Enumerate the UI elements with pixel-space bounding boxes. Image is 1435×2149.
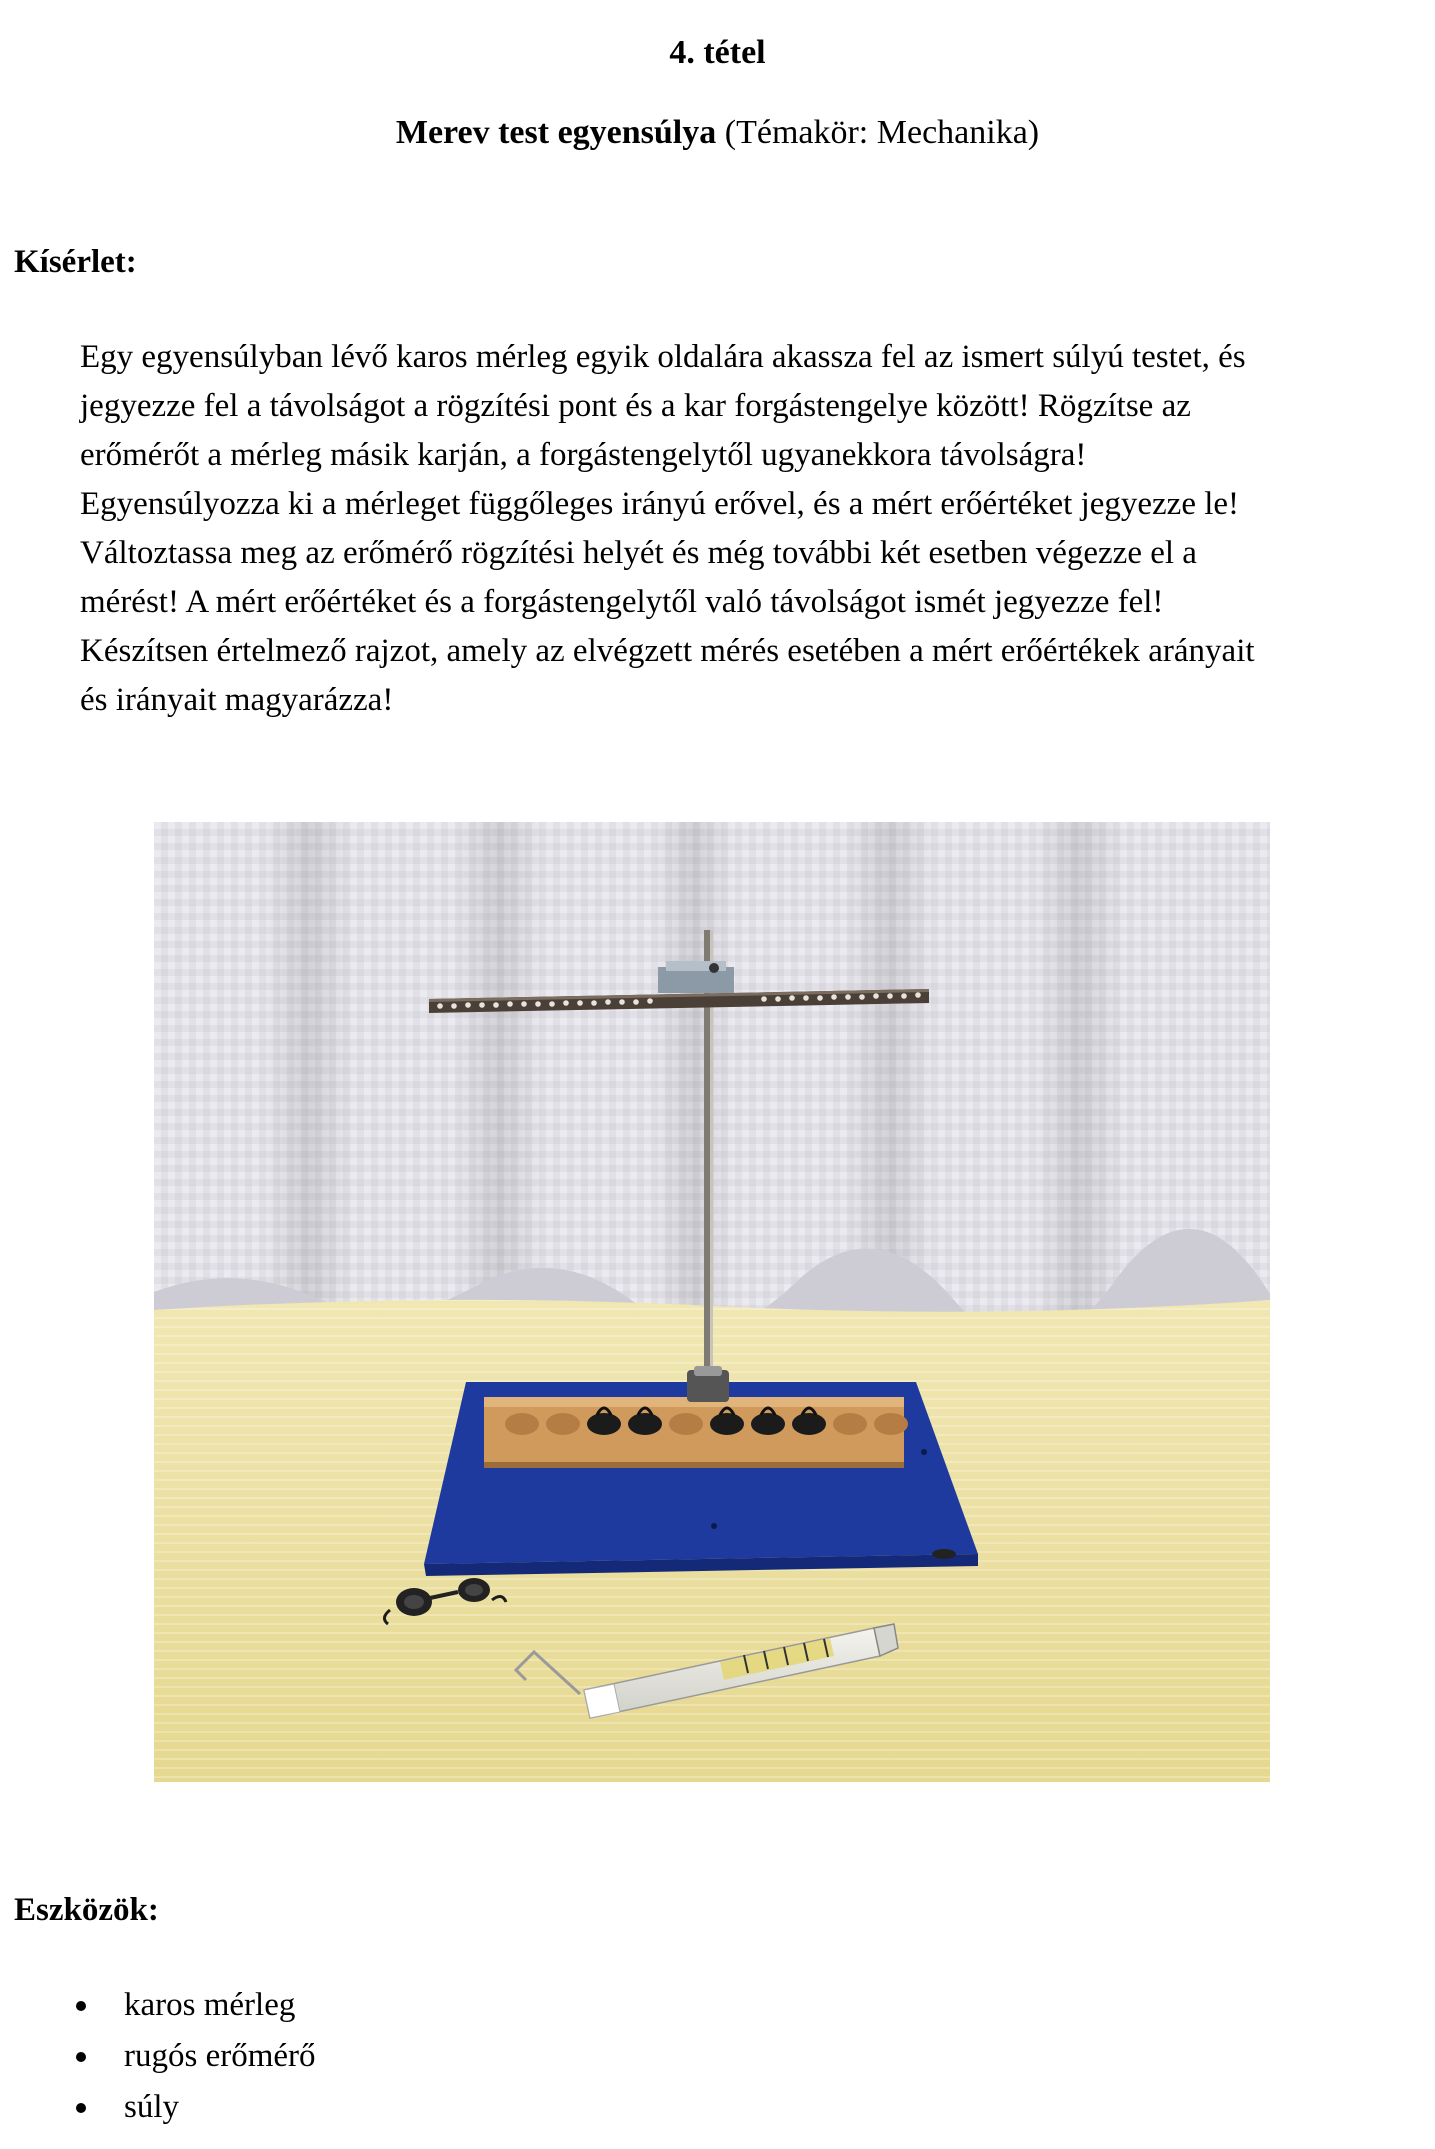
topic-category: (Témakör: Mechanika): [716, 114, 1040, 151]
experiment-line: és irányait magyarázza!: [80, 682, 394, 718]
experiment-line: erőmérőt a mérleg másik karján, a forgástengelytől ugyanekkora távolságra!: [80, 437, 1087, 473]
equipment-list: [0, 1980, 316, 2133]
page-title: 4. tétel: [669, 34, 766, 71]
experiment-line: mérést! A mért erőértéket és a forgástengelytől való távolságot ismét jegyezze fel!: [80, 584, 1164, 620]
list-item: súly: [0, 2082, 316, 2133]
lever-balance-photo: [154, 822, 1270, 1782]
experiment-line: Egyensúlyozza ki a mérleget függőleges irányú erővel, és a mért erőértéket jegyezze le!: [80, 486, 1240, 522]
equipment-heading: Eszközök:: [14, 1892, 159, 1928]
topic-subtitle: [0, 114, 1435, 152]
list-item: rugós erőmérő: [0, 2031, 316, 2082]
experiment-line: Készítsen értelmező rajzot, amely az elvégzett mérés esetében a mért erőértékek arányait: [80, 633, 1255, 669]
topic-title: Merev test egyensúlya: [395, 114, 717, 151]
experiment-line: jegyezze fel a távolságot a rögzítési pont és a kar forgástengelye között! Rögzítse az: [80, 388, 1191, 424]
list-item: karos mérleg: [0, 1980, 316, 2031]
experiment-line: Változtassa meg az erőmérő rögzítési helyét és még további két esetben végezze el a: [80, 535, 1197, 571]
experiment-description: [80, 333, 1410, 725]
experiment-line: Egy egyensúlyban lévő karos mérleg egyik oldalára akassza fel az ismert súlyú testet, és: [80, 339, 1246, 375]
experiment-heading: Kísérlet:: [14, 244, 137, 280]
